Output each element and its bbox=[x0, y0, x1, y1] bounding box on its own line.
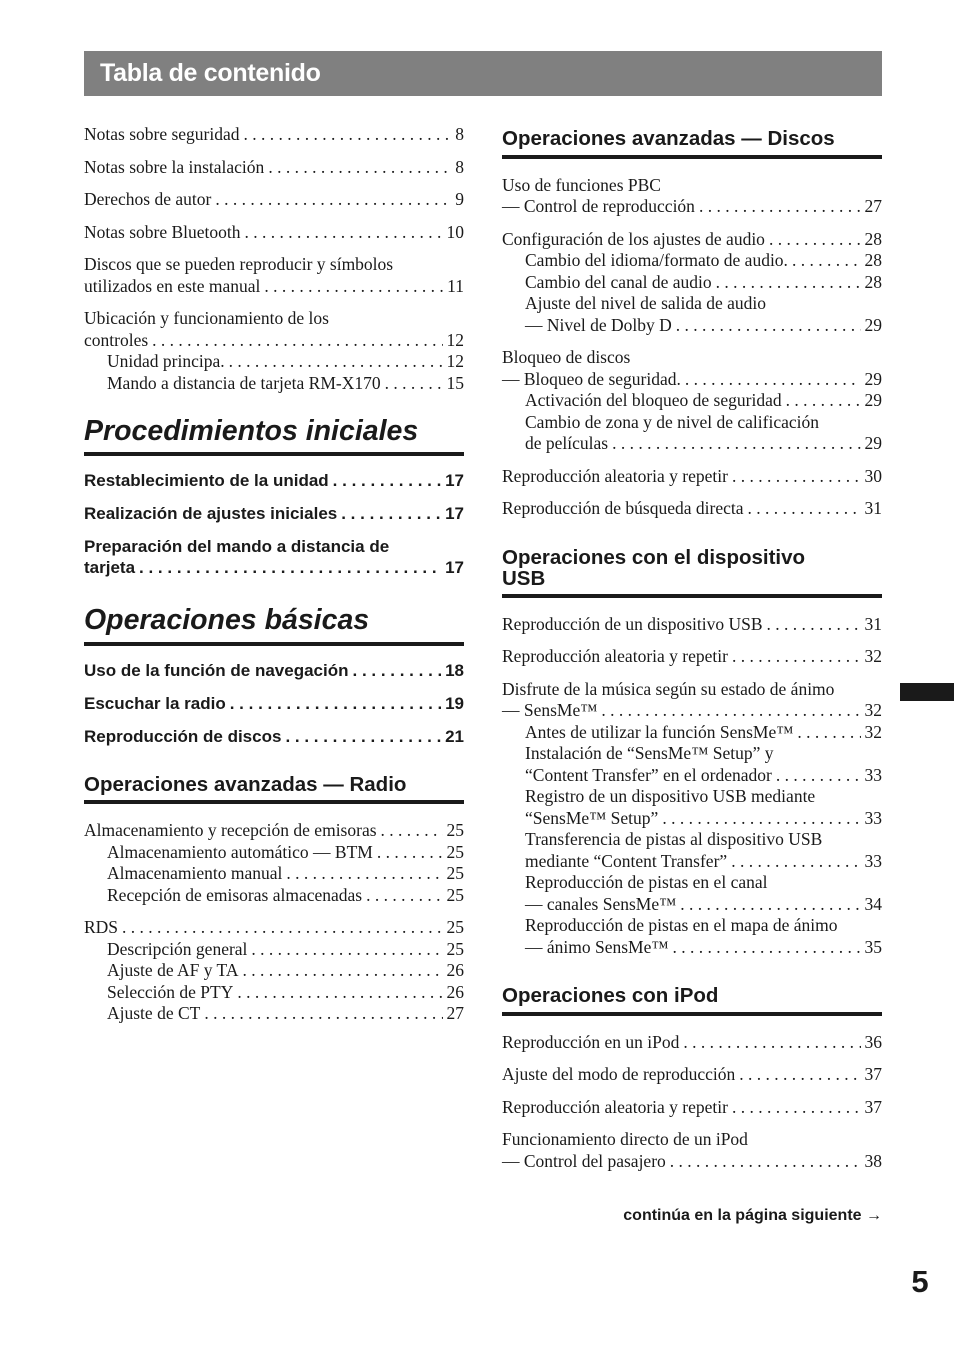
toc-line bbox=[502, 390, 882, 412]
toc-line-title: de películas bbox=[525, 433, 609, 454]
toc-dot-leader bbox=[353, 660, 442, 681]
section-heading-radio: Operaciones avanzadas — Radio bbox=[84, 774, 464, 805]
toc-line-title: Transferencia de pistas al dispositivo USB bbox=[525, 829, 823, 850]
toc-dot-leader bbox=[215, 189, 451, 211]
toc-line bbox=[502, 722, 882, 744]
toc-dot-leader bbox=[366, 885, 442, 907]
toc-page-number: 29 bbox=[864, 368, 882, 389]
toc-line-title: Instalación de “SensMe™ Setup” y bbox=[525, 743, 774, 764]
toc-entry bbox=[502, 347, 882, 455]
toc-entry bbox=[84, 308, 464, 394]
toc-line-title: — Control de reproducción bbox=[502, 196, 695, 217]
toc-line-title: Preparación del mando a distancia de bbox=[84, 537, 390, 557]
toc-page-number: 17 bbox=[445, 558, 464, 578]
left-column bbox=[84, 124, 464, 1025]
page-title-banner bbox=[84, 51, 882, 96]
toc-page-number: 32 bbox=[864, 721, 882, 742]
toc-page-number: 25 bbox=[446, 884, 464, 905]
toc-page-number: 27 bbox=[446, 1003, 464, 1024]
toc-dot-leader bbox=[786, 390, 861, 412]
toc-line bbox=[84, 557, 464, 578]
toc-line-title: Mando a distancia de tarjeta RM-X170 bbox=[107, 372, 381, 393]
toc-entry bbox=[502, 646, 882, 668]
toc-entry bbox=[84, 536, 464, 578]
toc-discos bbox=[502, 175, 882, 520]
toc-line bbox=[84, 842, 464, 864]
toc-dot-leader bbox=[152, 330, 442, 352]
toc-entry bbox=[84, 254, 464, 297]
toc-entry bbox=[84, 222, 464, 244]
toc-line-title: Notas sobre Bluetooth bbox=[84, 221, 241, 242]
toc-line-title: Ubicación y funcionamiento de los bbox=[84, 308, 329, 328]
page-number: 5 bbox=[911, 1264, 929, 1299]
toc-dot-leader bbox=[286, 863, 442, 885]
toc-line bbox=[84, 660, 464, 681]
toc-dot-leader bbox=[264, 276, 443, 298]
toc-dot-leader bbox=[341, 503, 441, 524]
toc-line bbox=[84, 351, 464, 373]
toc-line bbox=[84, 820, 464, 842]
section-heading-usb bbox=[502, 547, 882, 598]
toc-line bbox=[502, 851, 882, 873]
section-heading-procedimientos: Procedimientos iniciales bbox=[84, 416, 464, 456]
toc-line bbox=[84, 982, 464, 1004]
toc-line-title: Cambio del idioma/formato de audio. bbox=[525, 250, 788, 271]
toc-dot-leader bbox=[732, 466, 861, 488]
toc-line bbox=[84, 885, 464, 907]
toc-line bbox=[502, 1064, 882, 1086]
toc-line-title: — Nivel de Dolby D bbox=[525, 314, 672, 335]
toc-line bbox=[84, 693, 464, 714]
toc-line-title: Registro de un dispositivo USB mediante bbox=[525, 786, 816, 807]
toc-dot-leader bbox=[333, 470, 441, 491]
toc-line-title: Notas sobre la instalación bbox=[84, 156, 265, 177]
toc-line-title: Escuchar la radio bbox=[84, 693, 226, 713]
toc-line bbox=[84, 960, 464, 982]
toc-dot-leader bbox=[676, 315, 861, 337]
toc-dot-leader bbox=[242, 960, 442, 982]
toc-dot-leader bbox=[251, 939, 442, 961]
toc-page-number: 25 bbox=[446, 917, 464, 938]
section-heading-basicas: Operaciones básicas bbox=[84, 605, 464, 645]
toc-page-number: 37 bbox=[864, 1096, 882, 1117]
toc-line bbox=[84, 276, 464, 298]
toc-page-number: 32 bbox=[864, 700, 882, 721]
toc-line bbox=[502, 937, 882, 959]
toc-page-number: 28 bbox=[864, 250, 882, 271]
toc-line-title: — canales SensMe™ bbox=[525, 893, 677, 914]
toc-line bbox=[84, 939, 464, 961]
toc-page-number: 21 bbox=[445, 726, 464, 746]
toc-line-title: Derechos de autor bbox=[84, 189, 212, 209]
toc-line-title: RDS bbox=[84, 917, 119, 938]
toc-entry bbox=[84, 693, 464, 714]
toc-line-title: Configuración de los ajustes de audio bbox=[502, 228, 765, 249]
toc-line-title: Recepción de emisoras almacenadas bbox=[107, 884, 363, 905]
toc-line-title: Uso de funciones PBC bbox=[502, 174, 661, 195]
toc-line-title: tarjeta bbox=[84, 558, 136, 578]
toc-entry bbox=[84, 189, 464, 211]
toc-page-number: 18 bbox=[445, 660, 464, 680]
toc-page-number: 8 bbox=[455, 124, 464, 144]
toc-line bbox=[84, 863, 464, 885]
toc-dot-leader bbox=[716, 272, 861, 294]
toc-page-number: 11 bbox=[447, 275, 464, 296]
toc-line-title: Reproducción aleatoria y repetir bbox=[502, 646, 728, 667]
toc-line-title: Restablecimiento de la unidad bbox=[84, 471, 329, 491]
toc-line-title: Descripción general bbox=[107, 938, 248, 959]
toc-entry bbox=[84, 503, 464, 524]
toc-line bbox=[502, 894, 882, 916]
section-heading-ipod: Operaciones con iPod bbox=[502, 985, 882, 1016]
toc-line-title: Ajuste de AF y TA bbox=[107, 960, 239, 981]
toc-line-title: Cambio de zona y de nivel de calificación bbox=[525, 411, 819, 432]
toc-line bbox=[502, 614, 882, 636]
toc-dot-leader bbox=[244, 124, 452, 146]
toc-line-title: — Control del pasajero bbox=[502, 1150, 666, 1171]
toc-dot-leader bbox=[245, 222, 443, 244]
toc-dot-leader bbox=[601, 700, 860, 722]
toc-page-number: 33 bbox=[864, 764, 882, 785]
toc-line-title: mediante “Content Transfer” bbox=[525, 850, 728, 871]
toc-page-number: 15 bbox=[446, 372, 464, 393]
toc-page-number: 31 bbox=[864, 613, 882, 634]
toc-entry bbox=[502, 679, 882, 959]
toc-page-number: 26 bbox=[446, 960, 464, 981]
toc-page-number: 38 bbox=[864, 1150, 882, 1171]
toc-dot-leader bbox=[662, 808, 860, 830]
toc-usb bbox=[502, 614, 882, 959]
toc-line-title: — SensMe™ bbox=[502, 700, 598, 721]
toc-line bbox=[502, 1151, 882, 1173]
toc-line bbox=[502, 1032, 882, 1054]
continue-label: continúa en la página siguiente bbox=[623, 1207, 862, 1224]
toc-line-title: Unidad principa. bbox=[107, 351, 225, 371]
toc-entry bbox=[502, 1064, 882, 1086]
toc-line bbox=[502, 272, 882, 294]
toc-line bbox=[502, 646, 882, 668]
toc-page-number: 25 bbox=[446, 863, 464, 884]
toc-line-title: Cambio del canal de audio bbox=[525, 271, 712, 292]
toc-page-number: 33 bbox=[864, 850, 882, 871]
toc-ipod bbox=[502, 1032, 882, 1173]
toc-dot-leader bbox=[680, 894, 860, 916]
toc-line bbox=[502, 498, 882, 520]
toc-line bbox=[502, 700, 882, 722]
toc-page-number: 12 bbox=[446, 329, 464, 350]
toc-page-number: 29 bbox=[864, 314, 882, 335]
toc-line bbox=[84, 1003, 464, 1025]
toc-line-title: “SensMe™ Setup” bbox=[525, 807, 659, 828]
toc-entry bbox=[502, 175, 882, 218]
toc-line-title: Antes de utilizar la función SensMe™ bbox=[525, 721, 794, 742]
toc-line bbox=[502, 765, 882, 787]
section-heading-usb-line1: Operaciones con el dispositivo bbox=[502, 545, 806, 569]
toc-dot-leader bbox=[385, 373, 443, 395]
toc-dot-leader bbox=[731, 851, 860, 873]
toc-dot-leader bbox=[229, 351, 443, 373]
toc-line bbox=[502, 1097, 882, 1119]
section-heading-discos: Operaciones avanzadas — Discos bbox=[502, 128, 882, 159]
toc-line-title: Reproducción de pistas en el canal bbox=[525, 872, 768, 893]
toc-line bbox=[502, 250, 882, 272]
toc-line-title: Funcionamiento directo de un iPod bbox=[502, 1129, 748, 1150]
toc-line-title: Selección de PTY bbox=[107, 981, 234, 1002]
toc-line-title: — ánimo SensMe™ bbox=[525, 936, 669, 957]
toc-page-number: 29 bbox=[864, 390, 882, 411]
toc-line-title: Reproducción de un dispositivo USB bbox=[502, 613, 763, 634]
toc-page-number: 37 bbox=[864, 1064, 882, 1085]
toc-entry bbox=[502, 1129, 882, 1172]
toc-line-title: Almacenamiento y recepción de emisoras bbox=[84, 820, 377, 841]
toc-entry bbox=[502, 614, 882, 636]
toc-line bbox=[84, 503, 464, 524]
toc-radio bbox=[84, 820, 464, 1025]
continue-note bbox=[502, 1207, 882, 1225]
toc-line-title: Uso de la función de navegación bbox=[84, 660, 349, 680]
page-title: Tabla de contenido bbox=[100, 59, 321, 87]
toc-entry bbox=[84, 157, 464, 179]
toc-line-title: Almacenamiento manual bbox=[107, 863, 283, 884]
toc-line bbox=[502, 196, 882, 218]
toc-dot-leader bbox=[739, 1064, 860, 1086]
toc-entry bbox=[502, 498, 882, 520]
toc-dot-leader bbox=[285, 726, 441, 747]
toc-dot-leader bbox=[699, 196, 861, 218]
toc-page-number: 25 bbox=[446, 938, 464, 959]
toc-dot-leader bbox=[673, 937, 861, 959]
toc-line bbox=[502, 808, 882, 830]
toc-line-title: Activación del bloqueo de seguridad bbox=[525, 390, 782, 411]
toc-page-number: 12 bbox=[446, 351, 464, 371]
toc-line-title: “Content Transfer” en el ordenador bbox=[525, 764, 772, 785]
toc-line-title: utilizados en este manual bbox=[84, 275, 261, 296]
toc-intro bbox=[84, 124, 464, 394]
toc-dot-leader bbox=[792, 250, 861, 272]
toc-procedimientos bbox=[84, 470, 464, 578]
toc-line bbox=[502, 433, 882, 455]
toc-dot-leader bbox=[612, 433, 860, 455]
toc-dot-leader bbox=[685, 369, 861, 391]
toc-entry bbox=[502, 229, 882, 337]
toc-page-number: 28 bbox=[864, 228, 882, 249]
toc-entry bbox=[84, 820, 464, 906]
toc-page-number: 25 bbox=[446, 820, 464, 841]
toc-line bbox=[84, 917, 464, 939]
toc-basicas bbox=[84, 660, 464, 747]
toc-line-title: Realización de ajustes iniciales bbox=[84, 504, 338, 524]
toc-page-number: 35 bbox=[864, 936, 882, 957]
toc-line-title: Reproducción de discos bbox=[84, 726, 282, 746]
toc-entry bbox=[84, 726, 464, 747]
toc-dot-leader bbox=[797, 722, 860, 744]
toc-dot-leader bbox=[268, 157, 451, 179]
toc-line bbox=[502, 466, 882, 488]
toc-dot-leader bbox=[748, 498, 861, 520]
section-tab-marker bbox=[900, 683, 954, 701]
toc-entry bbox=[84, 124, 464, 146]
toc-line-title: Reproducción de búsqueda directa bbox=[502, 498, 744, 519]
toc-page-number: 33 bbox=[864, 807, 882, 828]
toc-line-title: Ajuste del modo de reproducción bbox=[502, 1064, 736, 1085]
toc-page-number: 30 bbox=[864, 465, 882, 486]
toc-page-number: 29 bbox=[864, 433, 882, 454]
toc-line-title: Reproducción de pistas en el mapa de ánimo bbox=[525, 915, 838, 936]
toc-dot-leader bbox=[230, 693, 441, 714]
section-heading-usb-line2: USB bbox=[502, 567, 546, 591]
toc-page-number: 17 bbox=[445, 504, 464, 524]
toc-line-title: Reproducción aleatoria y repetir bbox=[502, 1096, 728, 1117]
toc-line-title: Ajuste de CT bbox=[107, 1003, 201, 1024]
toc-page-number: 19 bbox=[445, 693, 464, 713]
toc-dot-leader bbox=[204, 1003, 442, 1025]
toc-line-title: Bloqueo de discos bbox=[502, 347, 631, 368]
toc-page-number: 34 bbox=[864, 893, 882, 914]
toc-line bbox=[84, 157, 464, 179]
toc-dot-leader bbox=[732, 1097, 861, 1119]
toc-page-number: 17 bbox=[445, 471, 464, 491]
toc-line bbox=[502, 369, 882, 391]
toc-page-number: 8 bbox=[455, 156, 464, 177]
toc-entry bbox=[502, 1097, 882, 1119]
toc-line-title: Reproducción aleatoria y repetir bbox=[502, 465, 728, 486]
toc-line bbox=[84, 330, 464, 352]
toc-dot-leader bbox=[769, 229, 861, 251]
toc-entry bbox=[84, 917, 464, 1025]
toc-page-number: 27 bbox=[864, 196, 882, 217]
toc-dot-leader bbox=[683, 1032, 860, 1054]
toc-dot-leader bbox=[377, 842, 443, 864]
right-column bbox=[502, 124, 882, 1172]
toc-line-title: controles bbox=[84, 329, 149, 350]
toc-page-number: 25 bbox=[446, 841, 464, 862]
toc-line-title: Almacenamiento automático — BTM bbox=[107, 841, 373, 862]
toc-line-title: Reproducción en un iPod bbox=[502, 1031, 680, 1052]
toc-line-title: Notas sobre seguridad bbox=[84, 124, 240, 144]
toc-line-title: Disfrute de la música según su estado de ánimo bbox=[502, 678, 835, 699]
toc-page-number: 10 bbox=[446, 221, 464, 242]
toc-line bbox=[84, 189, 464, 211]
toc-entry bbox=[84, 470, 464, 491]
toc-line-title: — Bloqueo de seguridad. bbox=[502, 368, 681, 389]
toc-dot-leader bbox=[237, 982, 442, 1004]
toc-line bbox=[84, 124, 464, 146]
toc-dot-leader bbox=[381, 820, 443, 842]
toc-line bbox=[502, 229, 882, 251]
toc-page-number: 31 bbox=[864, 498, 882, 519]
toc-page-number: 26 bbox=[446, 981, 464, 1002]
toc-dot-leader bbox=[122, 917, 442, 939]
toc-line bbox=[84, 222, 464, 244]
toc-dot-leader bbox=[139, 557, 441, 578]
toc-entry bbox=[502, 1032, 882, 1054]
toc-line-title: Ajuste del nivel de salida de audio bbox=[525, 293, 767, 314]
toc-page-number: 28 bbox=[864, 271, 882, 292]
arrow-right-icon: → bbox=[866, 1207, 882, 1224]
toc-line bbox=[84, 470, 464, 491]
toc-dot-leader bbox=[670, 1151, 861, 1173]
toc-page-number: 32 bbox=[864, 646, 882, 667]
toc-line bbox=[84, 726, 464, 747]
toc-entry bbox=[84, 660, 464, 681]
toc-line bbox=[84, 373, 464, 395]
toc-page-number: 36 bbox=[864, 1031, 882, 1052]
toc-line bbox=[502, 315, 882, 337]
toc-line-title: Discos que se pueden reproducir y símbolos bbox=[84, 254, 394, 274]
toc-dot-leader bbox=[776, 765, 861, 787]
toc-dot-leader bbox=[732, 646, 861, 668]
toc-entry bbox=[502, 466, 882, 488]
toc-page-number: 9 bbox=[455, 189, 464, 209]
toc-dot-leader bbox=[767, 614, 861, 636]
